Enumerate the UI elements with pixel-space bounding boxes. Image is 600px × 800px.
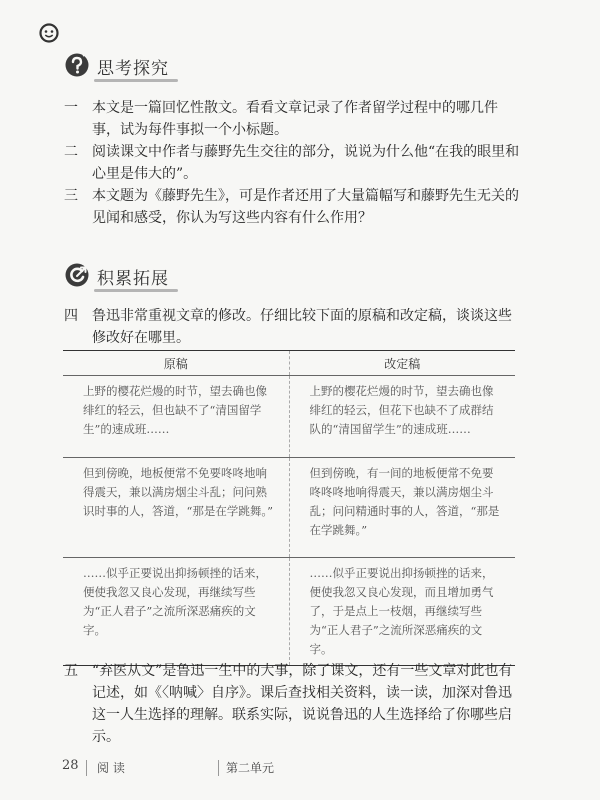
section-title: 思考探究	[97, 59, 169, 79]
book-section-label: 阅 读	[97, 761, 125, 775]
question-text: “弃医从文”是鲁迅一生中的大事，除了课文，还有一些文章对此也有记述，如《〈呐喊〉自序》。课后查找相关资料，读一读，加深对鲁迅这一人生选择的理解。联系实际，说说鲁迅的人生选择给了你哪些启示。	[92, 663, 513, 745]
section-title: 积累拓展	[97, 269, 169, 289]
question-text: 鲁迅非常重视文章的修改。仔细比较下面的原稿和改定稿，谈谈这些修改好在哪里。	[92, 308, 512, 346]
question-number: 三	[64, 188, 78, 204]
page-number: 28	[62, 758, 79, 773]
revised-cell: ……似乎正要说出抑扬顿挫的话来，便使我忽又良心发现，而且增加勇气了，于是点上一枝烟，再继续写些为“正人君子”之流所深恶痛疾的文字。	[289, 558, 515, 666]
footer-divider	[86, 760, 87, 776]
table-header-row	[63, 351, 515, 376]
title-underline	[94, 289, 178, 292]
smiley-icon	[38, 22, 60, 44]
growth-icon	[64, 262, 90, 288]
header-original: 原稿	[63, 351, 289, 376]
question-text: 本文是一篇回忆性散文。看看文章记录了作者留学过程中的哪几件事，试为每件事拟一个小标题。	[92, 100, 498, 138]
question-icon	[64, 52, 90, 78]
header-revised: 改定稿	[289, 351, 515, 376]
table-row	[63, 376, 515, 458]
original-cell: 上野的樱花烂熳的时节，望去确也像绯红的轻云，但也缺不了“清国留学生”的速成班……	[63, 376, 289, 458]
section-header-accumulate	[64, 262, 184, 294]
table-row	[63, 458, 515, 558]
unit-label: 第二单元	[226, 761, 275, 775]
title-underline	[94, 79, 178, 82]
question-number: 一	[64, 100, 78, 116]
original-cell: ……似乎正要说出抑扬顿挫的话来，便使我忽又良心发现，再继续写些为“正人君子”之流所深恶痛疾的文字。	[63, 558, 289, 666]
question-number: 五	[64, 663, 78, 679]
revised-cell: 上野的樱花烂熳的时节，望去确也像绯红的轻云，但花下也缺不了成群结队的“清国留学生”的速成班……	[289, 376, 515, 458]
question-number: 四	[64, 308, 78, 324]
footer-divider	[218, 760, 219, 776]
table-row	[63, 558, 515, 666]
question-text: 阅读课文中作者与藤野先生交往的部分，说说为什么他“在我的眼里和心里是伟大的”。	[92, 144, 520, 182]
revised-cell: 但到傍晚，有一间的地板便常不免要咚咚咚地响得震天，兼以满房烟尘斗乱；问问精通时事的人，答道，“那是在学跳舞。”	[289, 458, 515, 558]
original-cell: 但到傍晚，地板便常不免要咚咚地响得震天，兼以满房烟尘斗乱；问问熟识时事的人，答道，“那是在学跳舞。”	[63, 458, 289, 558]
page-footer	[62, 758, 362, 778]
question-text: 本文题为《藤野先生》，可是作者还用了大量篇幅写和藤野先生无关的见闻和感受，你认为写这些内容有什么作用？	[92, 188, 519, 226]
section-header-thinking	[64, 52, 184, 84]
draft-comparison-table	[63, 350, 515, 666]
question-number: 二	[64, 144, 78, 160]
